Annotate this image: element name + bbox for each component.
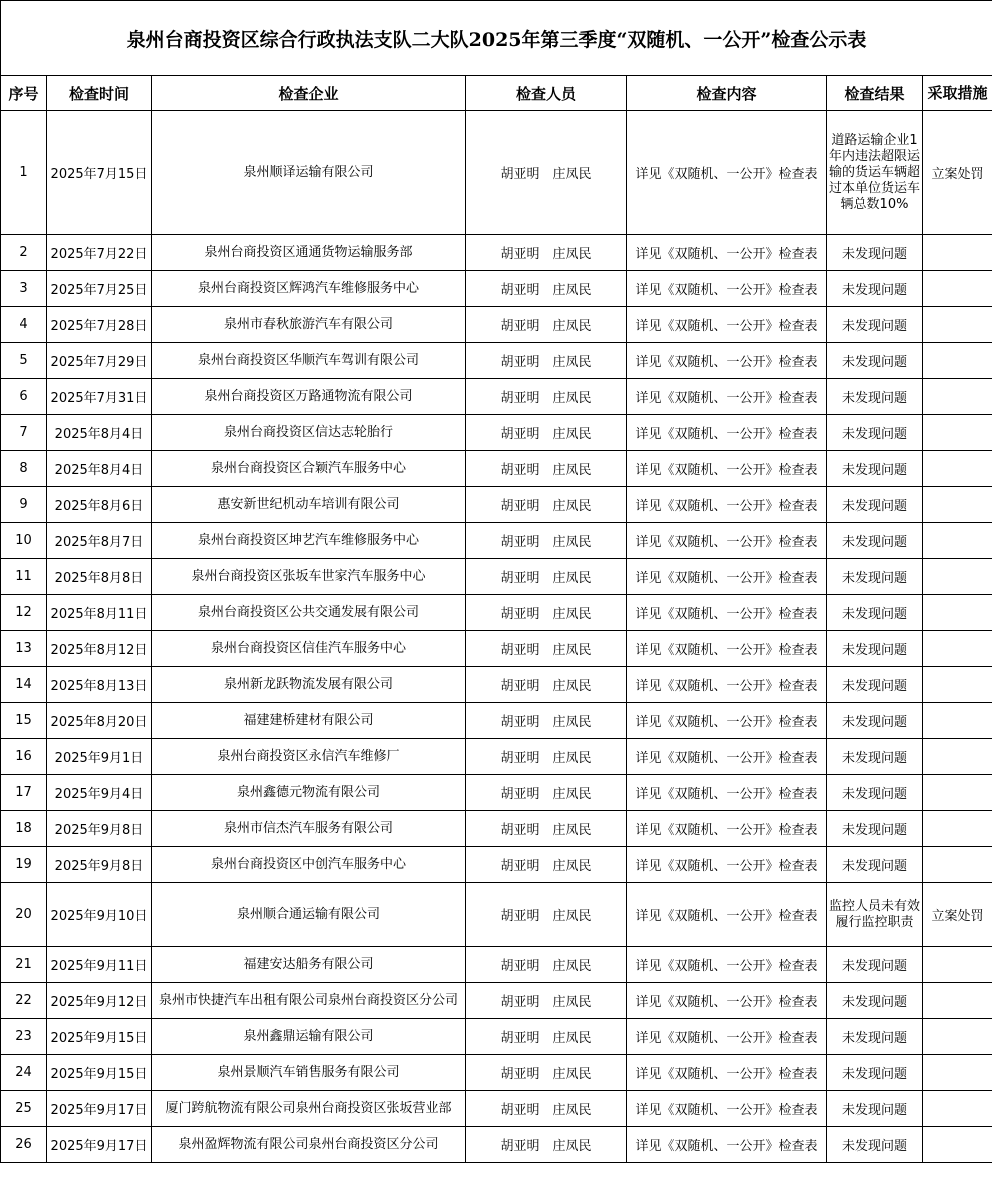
cell-inspectors: 胡亚明 庄凤民 <box>466 667 627 703</box>
page-title: 泉州台商投资区综合行政执法支队二大队2025年第三季度“双随机、一公开”检查公示表 <box>1 1 992 76</box>
table-row <box>1 487 992 523</box>
cell-measure <box>923 523 992 559</box>
cell-result: 未发现问题 <box>827 775 923 811</box>
cell-measure <box>923 983 992 1019</box>
cell-inspectors: 胡亚明 庄凤民 <box>466 487 627 523</box>
cell-company: 泉州台商投资区永信汽车维修厂 <box>152 739 466 775</box>
cell-measure <box>923 703 992 739</box>
table-row <box>1 559 992 595</box>
cell-date: 2025年7月29日 <box>47 343 152 379</box>
table-row <box>1 775 992 811</box>
cell-result: 未发现问题 <box>827 343 923 379</box>
cell-content: 详见《双随机、一公开》检查表 <box>627 847 827 883</box>
cell-inspectors: 胡亚明 庄凤民 <box>466 1091 627 1127</box>
cell-date: 2025年8月12日 <box>47 631 152 667</box>
cell-result: 未发现问题 <box>827 415 923 451</box>
cell-content: 详见《双随机、一公开》检查表 <box>627 983 827 1019</box>
cell-date: 2025年9月4日 <box>47 775 152 811</box>
cell-date: 2025年9月8日 <box>47 811 152 847</box>
cell-no: 21 <box>1 947 47 983</box>
cell-result: 未发现问题 <box>827 739 923 775</box>
cell-inspectors: 胡亚明 庄凤民 <box>466 379 627 415</box>
cell-inspectors: 胡亚明 庄凤民 <box>466 343 627 379</box>
cell-no: 4 <box>1 307 47 343</box>
cell-date: 2025年9月11日 <box>47 947 152 983</box>
cell-no: 15 <box>1 703 47 739</box>
cell-content: 详见《双随机、一公开》检查表 <box>627 1091 827 1127</box>
cell-inspectors: 胡亚明 庄凤民 <box>466 631 627 667</box>
table-row <box>1 343 992 379</box>
cell-company: 泉州鑫鼎运输有限公司 <box>152 1019 466 1055</box>
cell-result: 未发现问题 <box>827 523 923 559</box>
cell-measure <box>923 947 992 983</box>
cell-measure <box>923 1127 992 1163</box>
cell-no: 9 <box>1 487 47 523</box>
table-row <box>1 631 992 667</box>
cell-date: 2025年8月4日 <box>47 451 152 487</box>
table-row <box>1 379 992 415</box>
cell-measure <box>923 595 992 631</box>
cell-company: 泉州景顺汽车销售服务有限公司 <box>152 1055 466 1091</box>
cell-company: 泉州台商投资区信佳汽车服务中心 <box>152 631 466 667</box>
cell-date: 2025年9月15日 <box>47 1019 152 1055</box>
cell-company: 泉州顺译运输有限公司 <box>152 111 466 235</box>
cell-company: 泉州台商投资区华顺汽车驾训有限公司 <box>152 343 466 379</box>
cell-date: 2025年9月8日 <box>47 847 152 883</box>
cell-date: 2025年8月13日 <box>47 667 152 703</box>
cell-inspectors: 胡亚明 庄凤民 <box>466 559 627 595</box>
cell-company: 惠安新世纪机动车培训有限公司 <box>152 487 466 523</box>
cell-inspectors: 胡亚明 庄凤民 <box>466 847 627 883</box>
table-row <box>1 307 992 343</box>
cell-company: 泉州市信杰汽车服务有限公司 <box>152 811 466 847</box>
cell-no: 25 <box>1 1091 47 1127</box>
cell-content: 详见《双随机、一公开》检查表 <box>627 631 827 667</box>
cell-measure <box>923 1019 992 1055</box>
cell-result: 未发现问题 <box>827 1091 923 1127</box>
cell-no: 20 <box>1 883 47 947</box>
cell-result: 未发现问题 <box>827 487 923 523</box>
cell-measure <box>923 667 992 703</box>
header-no: 序号 <box>1 76 47 111</box>
cell-result: 未发现问题 <box>827 379 923 415</box>
cell-date: 2025年9月15日 <box>47 1055 152 1091</box>
cell-date: 2025年7月22日 <box>47 235 152 271</box>
cell-no: 16 <box>1 739 47 775</box>
cell-no: 7 <box>1 415 47 451</box>
cell-company: 泉州台商投资区公共交通发展有限公司 <box>152 595 466 631</box>
cell-result: 未发现问题 <box>827 667 923 703</box>
table-row <box>1 415 992 451</box>
header-measure: 采取措施 <box>923 76 992 111</box>
cell-inspectors: 胡亚明 庄凤民 <box>466 947 627 983</box>
cell-inspectors: 胡亚明 庄凤民 <box>466 983 627 1019</box>
cell-no: 26 <box>1 1127 47 1163</box>
cell-no: 8 <box>1 451 47 487</box>
cell-date: 2025年8月4日 <box>47 415 152 451</box>
cell-no: 2 <box>1 235 47 271</box>
cell-no: 22 <box>1 983 47 1019</box>
cell-company: 泉州台商投资区辉鸿汽车维修服务中心 <box>152 271 466 307</box>
cell-company: 泉州台商投资区坤艺汽车维修服务中心 <box>152 523 466 559</box>
cell-result: 未发现问题 <box>827 271 923 307</box>
table-row <box>1 271 992 307</box>
cell-content: 详见《双随机、一公开》检查表 <box>627 667 827 703</box>
cell-measure <box>923 775 992 811</box>
cell-measure <box>923 415 992 451</box>
cell-company: 泉州顺合通运输有限公司 <box>152 883 466 947</box>
cell-result: 未发现问题 <box>827 703 923 739</box>
cell-measure <box>923 559 992 595</box>
table-row <box>1 111 992 235</box>
cell-no: 12 <box>1 595 47 631</box>
cell-date: 2025年7月25日 <box>47 271 152 307</box>
cell-content: 详见《双随机、一公开》检查表 <box>627 703 827 739</box>
cell-inspectors: 胡亚明 庄凤民 <box>466 271 627 307</box>
cell-no: 23 <box>1 1019 47 1055</box>
cell-no: 1 <box>1 111 47 235</box>
cell-measure <box>923 271 992 307</box>
cell-date: 2025年8月8日 <box>47 559 152 595</box>
cell-result: 未发现问题 <box>827 595 923 631</box>
cell-company: 福建安达船务有限公司 <box>152 947 466 983</box>
cell-no: 13 <box>1 631 47 667</box>
cell-result: 未发现问题 <box>827 631 923 667</box>
cell-inspectors: 胡亚明 庄凤民 <box>466 111 627 235</box>
cell-company: 泉州鑫德元物流有限公司 <box>152 775 466 811</box>
cell-result: 未发现问题 <box>827 559 923 595</box>
cell-company: 福建建桥建材有限公司 <box>152 703 466 739</box>
cell-date: 2025年7月31日 <box>47 379 152 415</box>
cell-company: 泉州台商投资区通通货物运输服务部 <box>152 235 466 271</box>
cell-inspectors: 胡亚明 庄凤民 <box>466 883 627 947</box>
cell-result: 未发现问题 <box>827 947 923 983</box>
cell-content: 详见《双随机、一公开》检查表 <box>627 947 827 983</box>
cell-no: 14 <box>1 667 47 703</box>
cell-result: 未发现问题 <box>827 847 923 883</box>
cell-measure <box>923 847 992 883</box>
cell-inspectors: 胡亚明 庄凤民 <box>466 739 627 775</box>
header-inspectors: 检查人员 <box>466 76 627 111</box>
cell-content: 详见《双随机、一公开》检查表 <box>627 271 827 307</box>
cell-result: 未发现问题 <box>827 451 923 487</box>
cell-content: 详见《双随机、一公开》检查表 <box>627 739 827 775</box>
cell-no: 24 <box>1 1055 47 1091</box>
table-row <box>1 703 992 739</box>
cell-measure <box>923 235 992 271</box>
header-row <box>1 76 992 111</box>
cell-measure <box>923 739 992 775</box>
cell-inspectors: 胡亚明 庄凤民 <box>466 1055 627 1091</box>
table-row <box>1 947 992 983</box>
table-row <box>1 811 992 847</box>
table-row <box>1 235 992 271</box>
cell-measure: 立案处罚 <box>923 883 992 947</box>
cell-inspectors: 胡亚明 庄凤民 <box>466 1127 627 1163</box>
cell-company: 泉州新龙跃物流发展有限公司 <box>152 667 466 703</box>
header-content: 检查内容 <box>627 76 827 111</box>
cell-date: 2025年9月1日 <box>47 739 152 775</box>
cell-no: 6 <box>1 379 47 415</box>
table-row <box>1 1055 992 1091</box>
cell-company: 泉州台商投资区信达志轮胎行 <box>152 415 466 451</box>
cell-result: 监控人员未有效履行监控职责 <box>827 883 923 947</box>
cell-date: 2025年8月11日 <box>47 595 152 631</box>
cell-date: 2025年7月15日 <box>47 111 152 235</box>
cell-no: 11 <box>1 559 47 595</box>
cell-content: 详见《双随机、一公开》检查表 <box>627 559 827 595</box>
cell-date: 2025年7月28日 <box>47 307 152 343</box>
cell-no: 19 <box>1 847 47 883</box>
table-row <box>1 595 992 631</box>
cell-content: 详见《双随机、一公开》检查表 <box>627 1127 827 1163</box>
cell-result: 未发现问题 <box>827 811 923 847</box>
cell-measure <box>923 379 992 415</box>
cell-company: 泉州台商投资区中创汽车服务中心 <box>152 847 466 883</box>
cell-date: 2025年9月17日 <box>47 1127 152 1163</box>
cell-content: 详见《双随机、一公开》检查表 <box>627 307 827 343</box>
cell-no: 5 <box>1 343 47 379</box>
cell-result: 未发现问题 <box>827 1019 923 1055</box>
cell-measure <box>923 1055 992 1091</box>
cell-inspectors: 胡亚明 庄凤民 <box>466 415 627 451</box>
cell-inspectors: 胡亚明 庄凤民 <box>466 811 627 847</box>
cell-result: 未发现问题 <box>827 1055 923 1091</box>
cell-company: 泉州盈辉物流有限公司泉州台商投资区分公司 <box>152 1127 466 1163</box>
cell-measure <box>923 487 992 523</box>
cell-measure: 立案处罚 <box>923 111 992 235</box>
table-row <box>1 847 992 883</box>
cell-measure <box>923 343 992 379</box>
cell-inspectors: 胡亚明 庄凤民 <box>466 595 627 631</box>
cell-inspectors: 胡亚明 庄凤民 <box>466 775 627 811</box>
cell-no: 3 <box>1 271 47 307</box>
table-row <box>1 883 992 947</box>
cell-result: 未发现问题 <box>827 235 923 271</box>
cell-measure <box>923 631 992 667</box>
cell-no: 17 <box>1 775 47 811</box>
cell-inspectors: 胡亚明 庄凤民 <box>466 235 627 271</box>
cell-no: 10 <box>1 523 47 559</box>
cell-content: 详见《双随机、一公开》检查表 <box>627 523 827 559</box>
table-row <box>1 1019 992 1055</box>
cell-inspectors: 胡亚明 庄凤民 <box>466 451 627 487</box>
cell-measure <box>923 307 992 343</box>
cell-result: 道路运输企业1年内违法超限运输的货运车辆超过本单位货运车辆总数10% <box>827 111 923 235</box>
cell-date: 2025年9月10日 <box>47 883 152 947</box>
cell-result: 未发现问题 <box>827 307 923 343</box>
cell-measure <box>923 451 992 487</box>
table-row <box>1 983 992 1019</box>
cell-measure <box>923 811 992 847</box>
table-row <box>1 1127 992 1163</box>
table-row <box>1 523 992 559</box>
cell-date: 2025年9月12日 <box>47 983 152 1019</box>
cell-inspectors: 胡亚明 庄凤民 <box>466 1019 627 1055</box>
cell-company: 泉州台商投资区张坂车世家汽车服务中心 <box>152 559 466 595</box>
cell-no: 18 <box>1 811 47 847</box>
table-row <box>1 667 992 703</box>
cell-result: 未发现问题 <box>827 983 923 1019</box>
cell-inspectors: 胡亚明 庄凤民 <box>466 523 627 559</box>
cell-date: 2025年8月20日 <box>47 703 152 739</box>
cell-content: 详见《双随机、一公开》检查表 <box>627 775 827 811</box>
cell-date: 2025年8月6日 <box>47 487 152 523</box>
cell-company: 厦门跨航物流有限公司泉州台商投资区张坂营业部 <box>152 1091 466 1127</box>
cell-content: 详见《双随机、一公开》检查表 <box>627 1019 827 1055</box>
header-date: 检查时间 <box>47 76 152 111</box>
table-row <box>1 1091 992 1127</box>
cell-content: 详见《双随机、一公开》检查表 <box>627 235 827 271</box>
cell-content: 详见《双随机、一公开》检查表 <box>627 451 827 487</box>
cell-content: 详见《双随机、一公开》检查表 <box>627 883 827 947</box>
cell-company: 泉州台商投资区万路通物流有限公司 <box>152 379 466 415</box>
cell-company: 泉州市春秋旅游汽车有限公司 <box>152 307 466 343</box>
cell-date: 2025年8月7日 <box>47 523 152 559</box>
cell-content: 详见《双随机、一公开》检查表 <box>627 487 827 523</box>
cell-date: 2025年9月17日 <box>47 1091 152 1127</box>
table-row <box>1 739 992 775</box>
header-company: 检查企业 <box>152 76 466 111</box>
cell-inspectors: 胡亚明 庄凤民 <box>466 307 627 343</box>
cell-content: 详见《双随机、一公开》检查表 <box>627 595 827 631</box>
cell-content: 详见《双随机、一公开》检查表 <box>627 415 827 451</box>
cell-company: 泉州台商投资区合颖汽车服务中心 <box>152 451 466 487</box>
cell-content: 详见《双随机、一公开》检查表 <box>627 343 827 379</box>
table-row <box>1 451 992 487</box>
cell-content: 详见《双随机、一公开》检查表 <box>627 111 827 235</box>
cell-content: 详见《双随机、一公开》检查表 <box>627 379 827 415</box>
cell-content: 详见《双随机、一公开》检查表 <box>627 1055 827 1091</box>
header-result: 检查结果 <box>827 76 923 111</box>
cell-company: 泉州市快捷汽车出租有限公司泉州台商投资区分公司 <box>152 983 466 1019</box>
cell-result: 未发现问题 <box>827 1127 923 1163</box>
cell-content: 详见《双随机、一公开》检查表 <box>627 811 827 847</box>
cell-measure <box>923 1091 992 1127</box>
cell-inspectors: 胡亚明 庄凤民 <box>466 703 627 739</box>
